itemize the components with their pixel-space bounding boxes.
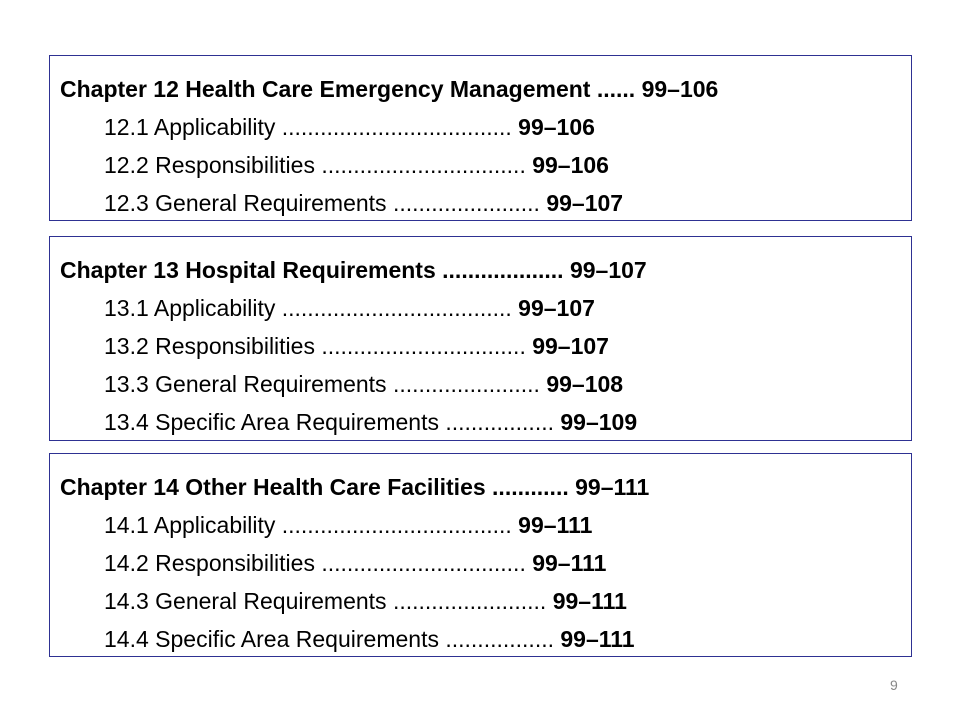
page-reference: 99–109	[554, 409, 638, 435]
leader-dots: ................................	[314, 550, 526, 576]
chapter-title: Chapter 12 Health Care Emergency Management	[60, 76, 591, 102]
leader-dots: ............	[485, 474, 569, 500]
section-title: 14.2 Responsibilities	[104, 550, 315, 576]
toc-box-chapter-13	[49, 236, 912, 441]
chapter-heading	[60, 251, 911, 289]
page-reference: 99–107	[511, 295, 595, 321]
chapter-title: Chapter 13 Hospital Requirements	[60, 257, 436, 283]
page-reference: 99–108	[539, 371, 624, 397]
page-reference: 99–106	[511, 114, 595, 140]
page-reference: 99–107	[563, 257, 647, 283]
section-entry	[60, 289, 911, 327]
leader-dots: ........................	[386, 588, 547, 614]
section-entry	[60, 327, 911, 365]
page-reference: 99–111	[554, 626, 635, 652]
section-title: 12.3 General Requirements	[104, 190, 387, 216]
leader-dots: .......................	[386, 371, 540, 397]
section-title: 14.1 Applicability	[104, 512, 276, 538]
toc-box-chapter-14	[49, 453, 912, 657]
section-entry	[60, 365, 911, 403]
section-entry	[60, 403, 911, 441]
section-title: 14.4 Specific Area Requirements	[104, 626, 439, 652]
section-entry	[60, 184, 911, 222]
section-title: 13.1 Applicability	[104, 295, 276, 321]
section-title: 12.1 Applicability	[104, 114, 276, 140]
leader-dots: ................................	[314, 333, 526, 359]
chapter-heading	[60, 468, 911, 506]
leader-dots: ....................................	[275, 295, 512, 321]
section-entry	[60, 620, 911, 658]
leader-dots: .................	[438, 626, 554, 652]
chapter-heading	[60, 70, 911, 108]
section-title: 12.2 Responsibilities	[104, 152, 315, 178]
section-entry	[60, 146, 911, 184]
leader-dots: ................................	[314, 152, 526, 178]
section-entry	[60, 108, 911, 146]
page-reference: 99–111	[525, 550, 607, 576]
page-reference: 99–111	[568, 474, 650, 500]
toc-box-chapter-12	[49, 55, 912, 221]
section-title: 13.2 Responsibilities	[104, 333, 315, 359]
section-entry	[60, 582, 911, 620]
section-entry	[60, 506, 911, 544]
chapter-title: Chapter 14 Other Health Care Facilities	[60, 474, 486, 500]
section-title: 13.3 General Requirements	[104, 371, 387, 397]
leader-dots: ....................................	[275, 114, 512, 140]
section-title: 14.3 General Requirements	[104, 588, 387, 614]
page-reference: 99–107	[539, 190, 624, 216]
slide-number: 9	[890, 677, 898, 693]
leader-dots: .................	[438, 409, 554, 435]
leader-dots: ...................	[435, 257, 564, 283]
page-reference: 99–107	[525, 333, 609, 359]
leader-dots: .......................	[386, 190, 540, 216]
section-entry	[60, 544, 911, 582]
page-reference: 99–106	[525, 152, 609, 178]
page-reference: 99–111	[511, 512, 593, 538]
leader-dots: ......	[590, 76, 636, 102]
page-reference: 99–106	[635, 76, 719, 102]
page-reference: 99–111	[546, 588, 627, 614]
section-title: 13.4 Specific Area Requirements	[104, 409, 439, 435]
leader-dots: ....................................	[275, 512, 512, 538]
